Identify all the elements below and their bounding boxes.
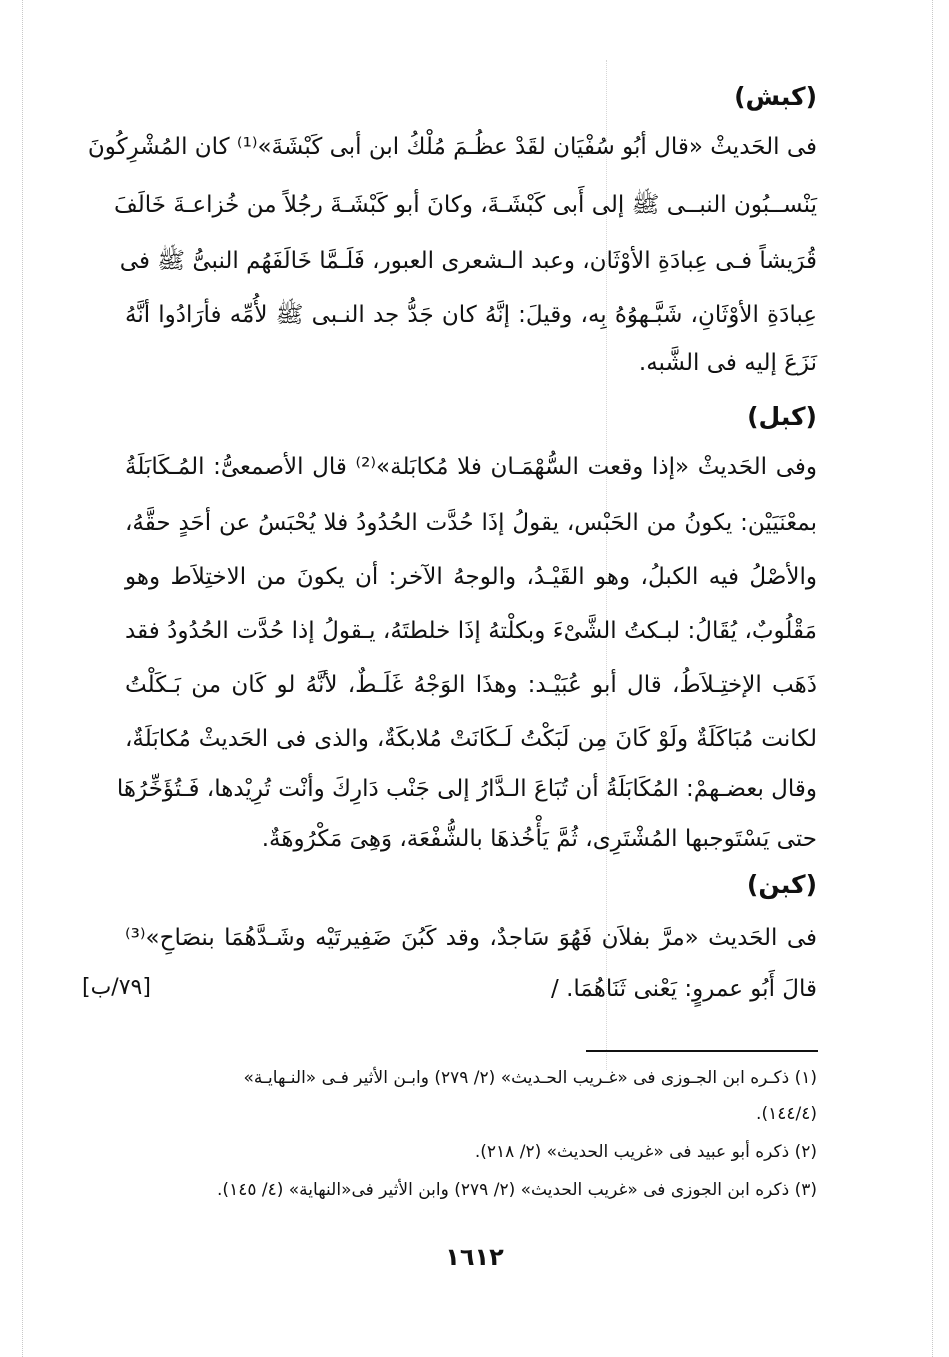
section-heading: (كبل): [747, 402, 817, 431]
text-line: حتى يَسْتَوجبها المُشْتَرِى، ثُمَّ يَأْخُذهَا بالشُّفْعَة، وَهِىَ مَكْرُوهَةٌ.: [261, 826, 817, 852]
text-line: فى الحَديثْ «قال أبُو سُفْيَان لقَدْ عظُـمَ مُلْكُ ابن أبى كَبْشَةَ»⁽¹⁾ كان المُشْرِكُونَ: [87, 134, 817, 160]
text-line: فى الحَديث «مرَّ بفلاَن فَهُوَ سَاجدٌ، وقد كَبُنَ ضَفِيرتَيْه وشَـدَّهُمَا بنصَاحِ»⁽³⁾: [125, 925, 817, 951]
footnote: (١) ذكـره ابن الجـوزى فى «غـريب الحـديث» (٢/ ٢٧٩) وابـن الأثير فـى «النـهايـة»: [243, 1068, 817, 1088]
margin-folio-reference: [٧٩/ب]: [82, 975, 151, 1000]
footnote: (٢) ذكره أبو عبيد فى «غريب الحديث» (٢/ ٢١٨).: [474, 1142, 817, 1162]
text-line: وفى الحَديثْ «إذا وقعت السُّهْمَـان فلا مُكابَلة»⁽²⁾ قال الأصمعىُّ: المُـكَابَلَةُ: [125, 454, 817, 480]
text-line: قُرَيشاً فـى عِبادَةِ الأوْثَان، وعبد الـشعرى العبور، فَلَـمَّا خَالَفَهُم النبىُّ ﷺ فى: [119, 248, 817, 274]
page-number: ١٦١٢: [445, 1243, 504, 1271]
text-line: يَنْســبُون النبــى ﷺ إلى أَبى كَبْشَـةَ، وكانَ أبو كَبْشَـةَ رجُلاً من خُزاعـةَ خَالَفَ: [113, 192, 817, 218]
text-line: وقال بعضـهمْ: المُكَابَلَةُ أن تُبَاعَ الـدَّارُ إلى جَنْب دَارِكَ وأنْت تُرِيْدها، فَـتُؤَخِّرُهَا: [116, 776, 817, 802]
text-line: بمعْنَيَيْن: يكونُ من الحَبْس، يقولُ إذَا حُدَّت الحُدُودُ فلا يُحْبَسُ عن أحَدٍ حقَّهُ،: [125, 510, 817, 536]
scan-margin-left: [22, 0, 23, 1357]
section-heading: (كبن): [746, 870, 817, 899]
text-line: نَزَعَ إليه فى الشَّبه.: [638, 350, 817, 376]
footnote-separator: [586, 1050, 818, 1052]
text-line: لكانت مُبَاكَلَةٌ ولَوْ كَانَ مِن لَبَكْتُ لَـكَانَتْ مُلابكَةٌ، والذى فى الحَديثْ مُكابَلَةٌ،: [125, 726, 817, 752]
section-heading: (كبش): [734, 82, 817, 111]
scan-margin-right: [932, 0, 933, 1357]
text-line: مَقْلُوبٌ، يُقَالُ: لبـكتُ الشَّىْءَ وبكلْتهُ إذَا خلطتَهُ، يـقولُ إذا حُدَّت الحُدُودُ فقد: [125, 618, 817, 644]
text-line: ذَهَب الإختِـلاَطُ، قال أبو عُبَيْـد: وهذَا الوَجْهُ غَلَـطٌ، لأنَّهُ لو كَان من بَـكَلْتُ: [125, 672, 817, 698]
text-line: قالَ أَبُو عمروٍ: يَعْنى ثَنَاهُمَا. /: [551, 976, 817, 1002]
footnote: (٣) ذكره ابن الجوزى فى «غريب الحديث» (٢/ ٢٧٩) وابن الأثير فى«النهاية» (٤/ ١٤٥).: [217, 1180, 817, 1200]
text-line: عِبادَةِ الأوْثَانِ، شَبَّـهوُهُ بِه، وقيلَ: إنَّهُ كان جَدُّ جد النـبى ﷺ لأُمِّه فأرَادُوا أنَّهُ: [125, 302, 817, 328]
footnote: (١٤٤/٤).: [756, 1104, 817, 1124]
text-line: والأصْلُ فيه الكبلُ، وهو القَيْـدُ، والوجهُ الآخر: أن يكونَ من الاختِلاَط وهو: [125, 564, 817, 590]
